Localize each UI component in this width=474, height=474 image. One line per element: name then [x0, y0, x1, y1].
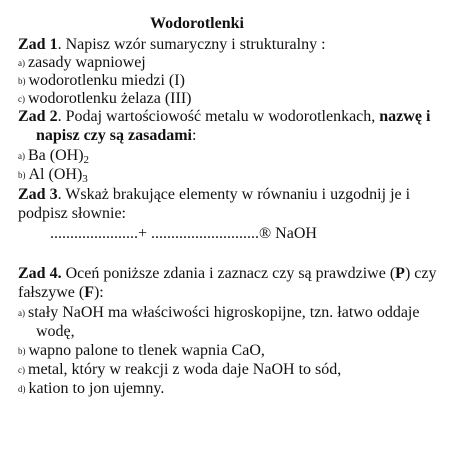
item-text: stały NaOH ma właściwości higroskopijne, tzn. łatwo oddaje [28, 304, 420, 321]
false-marker: F [84, 284, 94, 301]
task-4-instruction: Oceń poniższe zdania i zaznacz czy są prawdziwe ( [61, 265, 396, 282]
task-2-colon: : [192, 127, 197, 144]
item-label: d) [18, 384, 26, 394]
item-text: wodorotlenku żelaza (III) [28, 90, 192, 107]
task-2-heading [18, 108, 430, 126]
task-3-number: Zad 3 [18, 186, 58, 203]
item-text: kation to jon ujemny. [28, 380, 165, 397]
formula: Ba (OH) [28, 147, 84, 164]
task-4-item-b [18, 342, 265, 360]
task-3-instruction: . Wskaż brakujące elementy w równaniu i uzgodnij je i [57, 186, 411, 203]
item-text: zasady wapniowej [28, 54, 146, 71]
item-label: a) [18, 58, 25, 68]
worksheet-title: Wodorotlenki [150, 15, 244, 32]
task-3-line-2: podpisz słownie: [18, 205, 126, 222]
item-text: wodorotlenku miedzi (I) [28, 72, 185, 89]
item-label: b) [18, 170, 26, 180]
task-1-item-a [18, 54, 146, 72]
formula: Al (OH) [28, 166, 83, 183]
item-label: a) [18, 151, 25, 161]
task-4-item-a-continuation: wodę, [36, 323, 75, 340]
task-1-heading [18, 36, 326, 54]
task-2-item-a [18, 147, 89, 165]
item-text: metal, który w reakcji z woda daje NaOH to sód, [28, 361, 342, 378]
task-2-item-b [18, 166, 88, 184]
task-4-false-prefix: fałszywe ( [18, 284, 85, 301]
task-2-number: Zad 2 [18, 108, 58, 125]
item-label: c) [18, 94, 25, 104]
task-2-bold-tail: nazwę i [379, 108, 431, 125]
task-3-equation: ......................+ ...........................® NaOH [50, 225, 317, 242]
task-2-bold-instruction: napisz czy są zasadami [36, 127, 192, 144]
task-2-line-2 [36, 127, 196, 145]
task-4-instruction-end: ) czy [404, 265, 437, 282]
item-label: a) [18, 308, 25, 318]
task-2-instruction: . Podaj wartościowość metalu w wodorotlenkach, [57, 108, 380, 125]
task-1-item-b [18, 72, 185, 90]
task-1-number: Zad 1 [18, 36, 58, 53]
task-4-heading [18, 265, 436, 283]
task-4-number: Zad 4. [18, 265, 62, 282]
item-label: c) [18, 365, 25, 375]
formula-subscript: 3 [82, 173, 88, 185]
item-label: b) [18, 346, 26, 356]
task-4-line-2 [18, 284, 104, 302]
item-text: wapno palone to tlenek wapnia CaO, [28, 342, 265, 359]
true-marker: P [395, 265, 405, 282]
task-1-item-c [18, 90, 191, 108]
formula-subscript: 2 [83, 154, 90, 166]
task-4-item-d [18, 380, 164, 398]
task-1-instruction: . Napisz wzór sumaryczny i strukturalny : [57, 36, 326, 53]
item-label: b) [18, 76, 26, 86]
task-4-item-c [18, 361, 341, 379]
task-4-false-suffix: ): [93, 284, 104, 301]
task-4-item-a [18, 304, 419, 322]
task-3-heading [18, 186, 410, 204]
